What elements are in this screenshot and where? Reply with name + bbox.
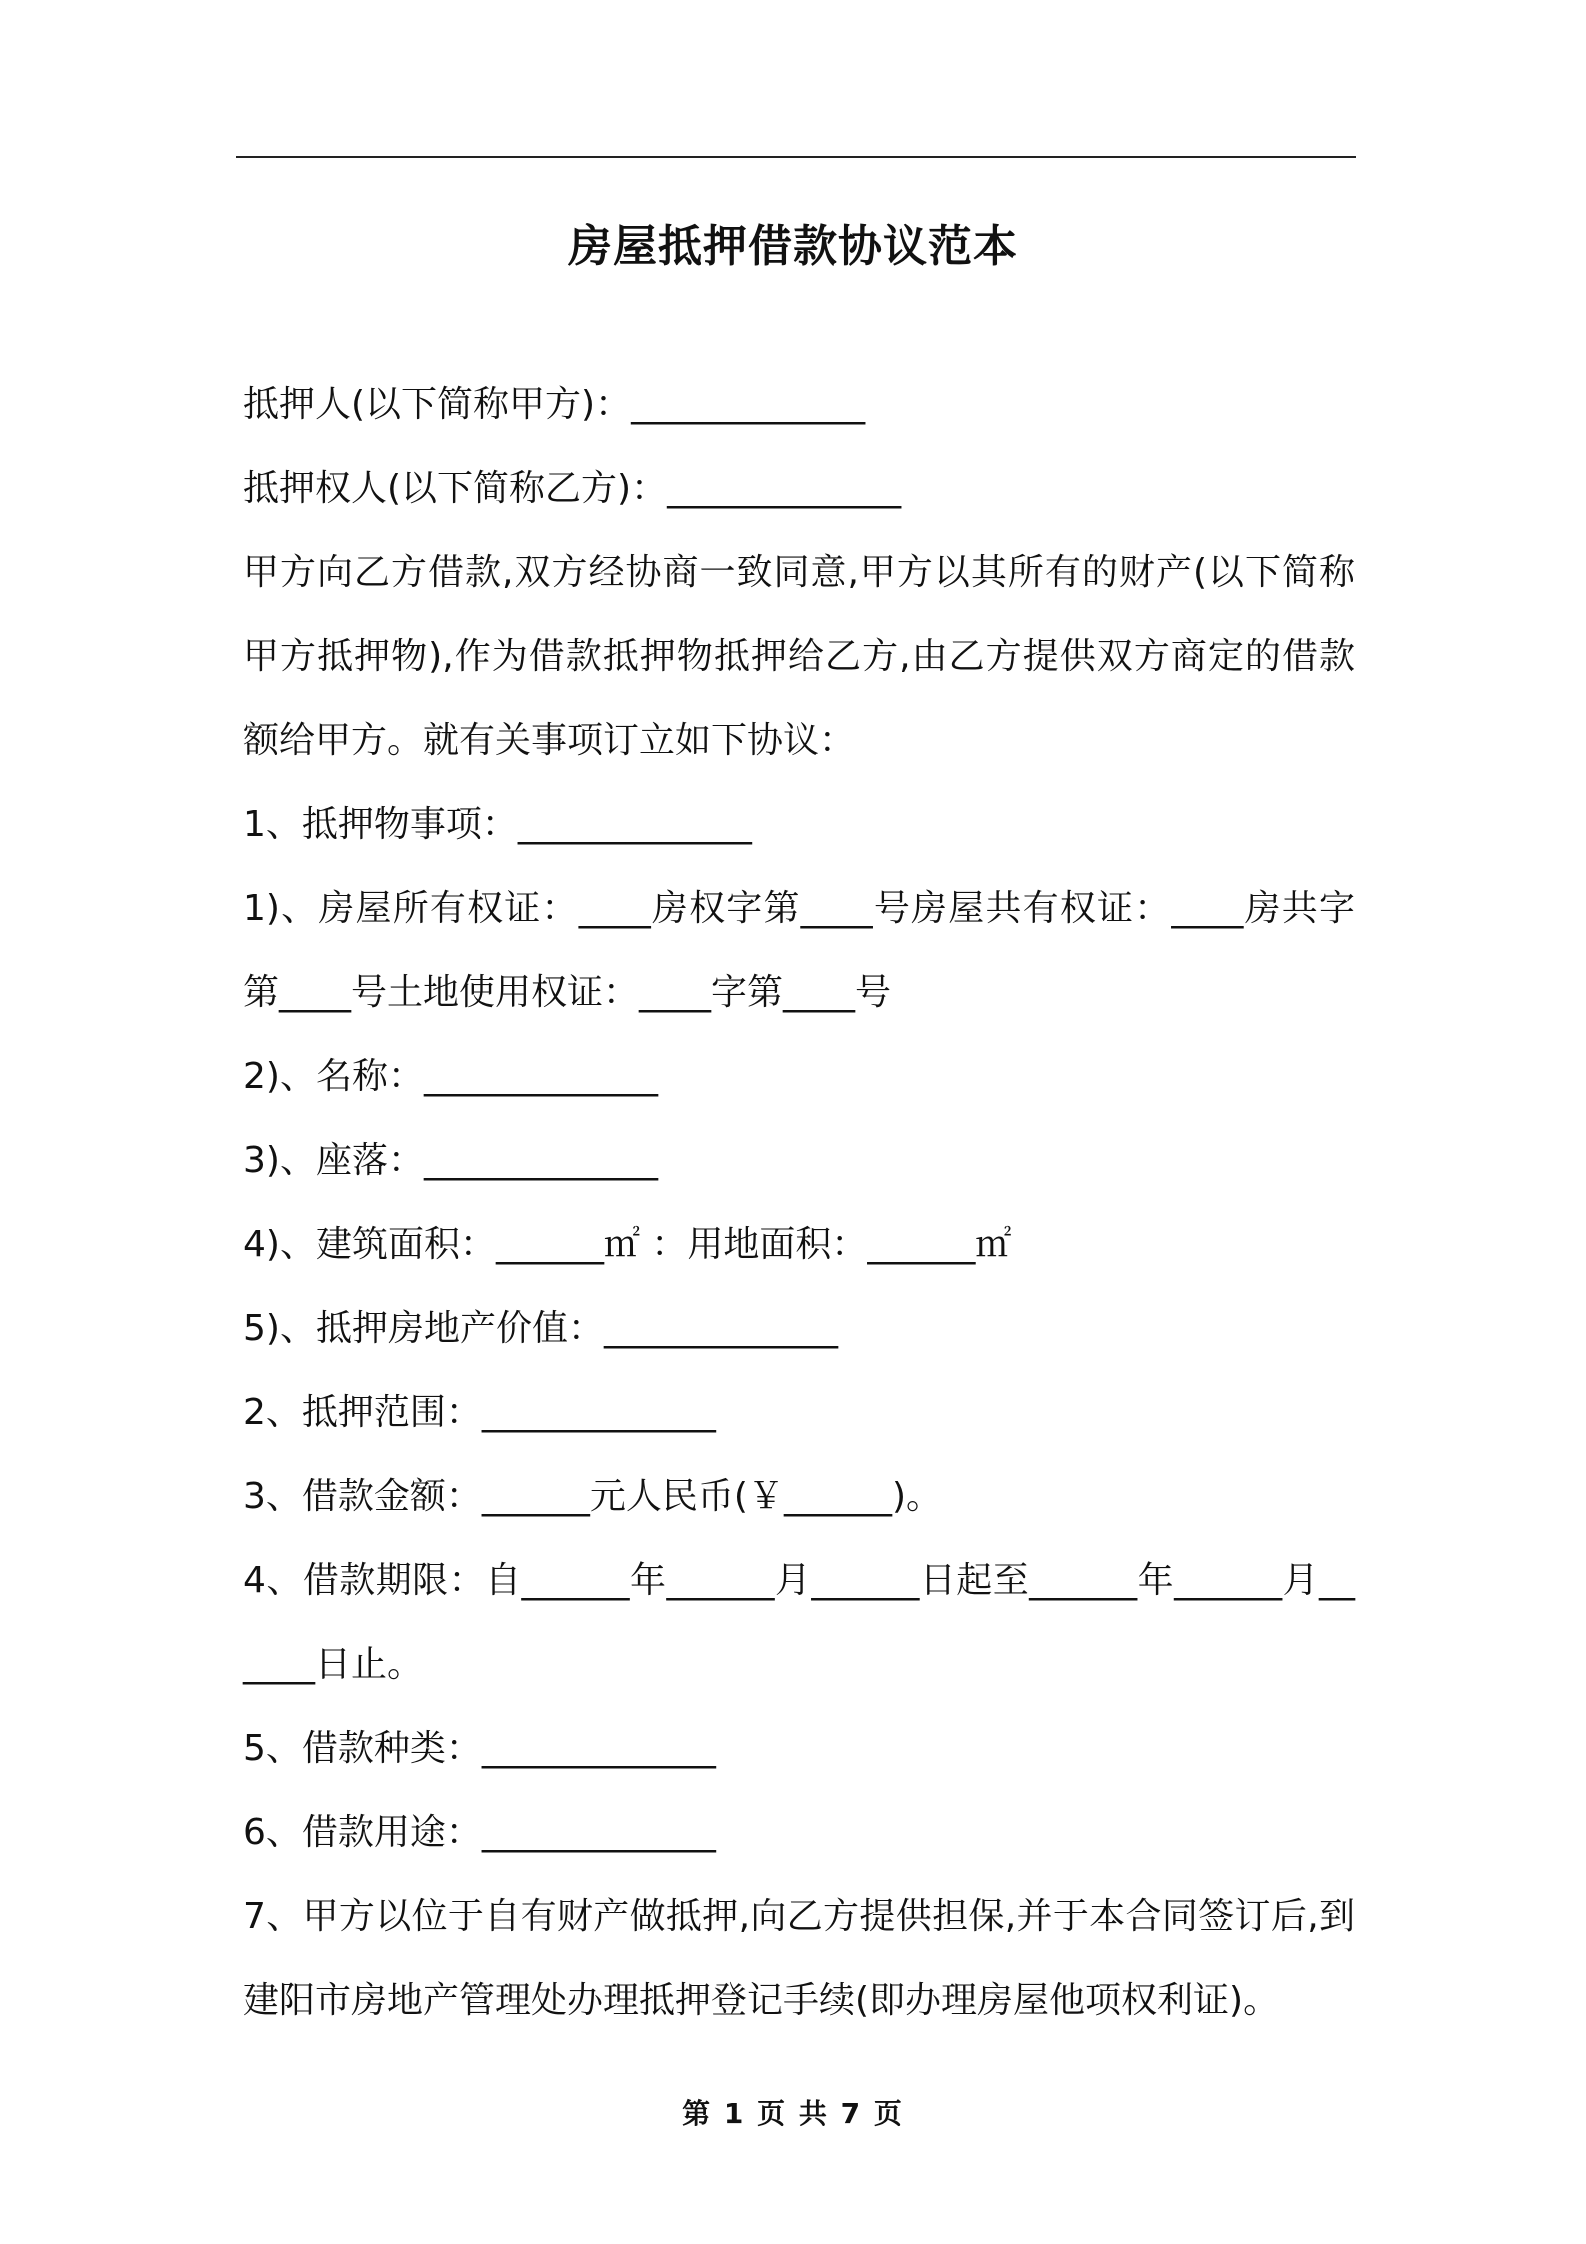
item-1-collateral: 1、抵押物事项：_____________ (243, 804, 752, 845)
item-3-amount: 3、借款金额：______元人民币(￥______)。 (243, 1476, 942, 1517)
intro-paragraph: 甲方向乙方借款,双方经协商一致同意,甲方以其所有的财产(以下简称甲方抵押物),作为借款抵押物抵押给乙方,由乙方提供双方商定的借款额给甲方。就有关事项订立如下协议： (243, 552, 1355, 761)
document-body (243, 363, 1355, 2043)
item-1-2-name: 2)、名称：_____________ (243, 1056, 658, 1097)
item-1-3-location: 3)、座落：_____________ (243, 1140, 658, 1181)
item-1-5-value: 5)、抵押房地产价值：_____________ (243, 1308, 838, 1349)
item-1-4-area: 4)、建筑面积：______㎡ ：用地面积：______㎡ (243, 1224, 1012, 1265)
item-6-purpose: 6、借款用途：_____________ (243, 1812, 716, 1853)
mortgagor-line: 抵押人(以下简称甲方)：_____________ (243, 384, 866, 425)
mortgagee-line: 抵押权人(以下简称乙方)：_____________ (243, 468, 902, 509)
item-7-registration: 7、甲方以位于自有财产做抵押,向乙方提供担保,并于本合同签订后,到建阳市房地产管理处办理抵押登记手续(即办理房屋他项权利证)。 (243, 1896, 1355, 2021)
item-4-term: 4、借款期限：自______年______月______日起至______年______月______日止。 (243, 1560, 1355, 1685)
item-1-1-certificates: 1)、房屋所有权证：____房权字第____号房屋共有权证：____房共字第____号土地使用权证：____字第____号 (243, 888, 1355, 1013)
item-2-scope: 2、抵押范围：_____________ (243, 1392, 716, 1433)
page-number: 第 1 页 共 7 页 (682, 2097, 904, 2130)
header-rule (236, 156, 1356, 158)
item-5-type: 5、借款种类：_____________ (243, 1728, 716, 1769)
document-title: 房屋抵押借款协议范本 (568, 221, 1018, 272)
